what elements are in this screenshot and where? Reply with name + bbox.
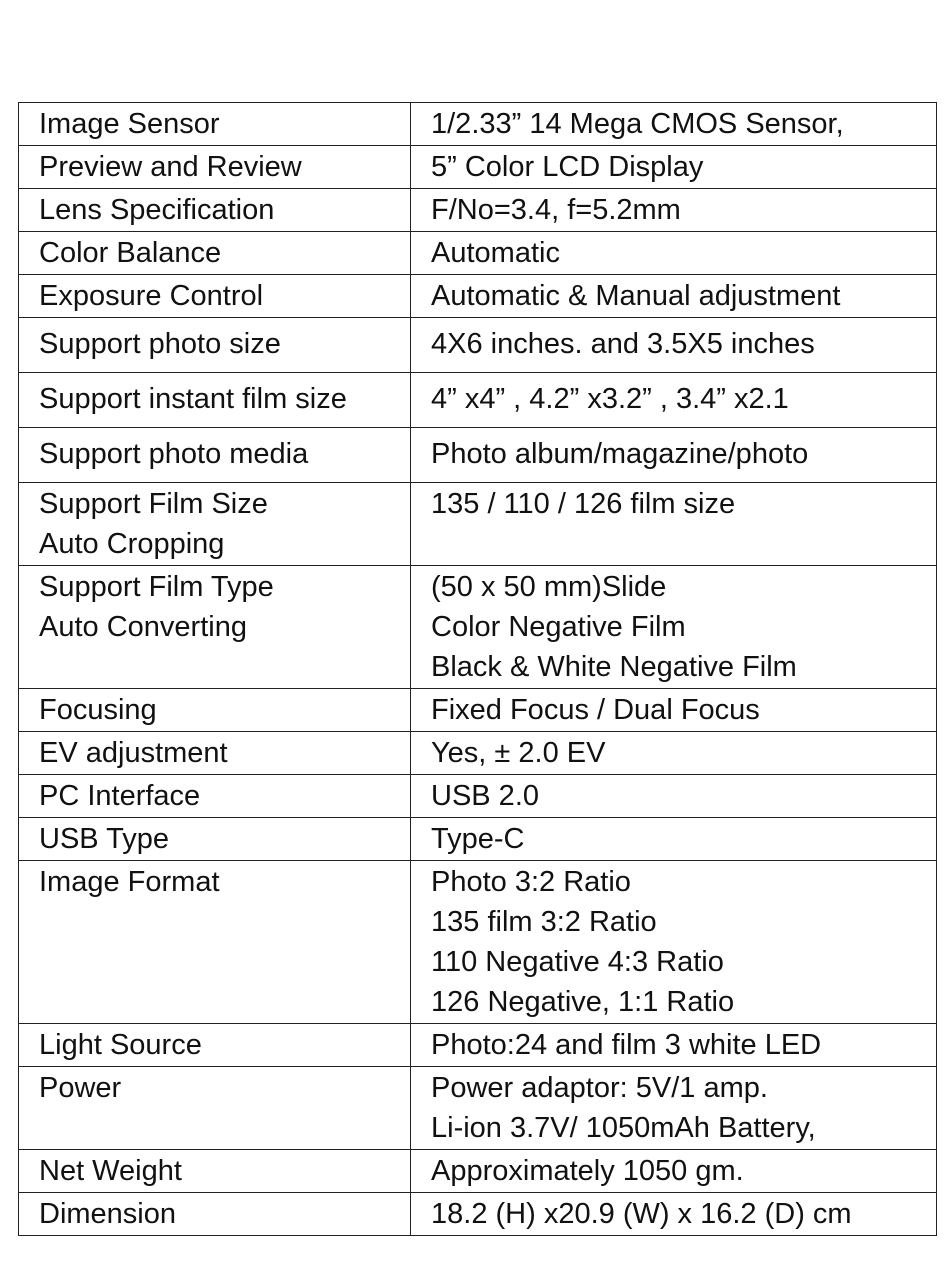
spec-row — [19, 1067, 937, 1150]
spec-value: Power adaptor: 5V/1 amp. — [431, 1072, 768, 1104]
spec-label-cell — [19, 861, 411, 1024]
spec-value: 1/2.33” 14 Mega CMOS Sensor, — [431, 108, 844, 140]
spec-label-cell — [19, 103, 411, 146]
spec-value: Color Negative Film — [431, 611, 686, 643]
spec-label-cell — [19, 1150, 411, 1193]
spec-value: Approximately 1050 gm. — [431, 1155, 744, 1187]
spec-table-body — [19, 103, 937, 1236]
spec-label: Support photo size — [39, 328, 281, 360]
spec-label-cell — [19, 1193, 411, 1236]
spec-value: Type-C — [431, 823, 525, 855]
spec-label-cell — [19, 818, 411, 861]
spec-value-cell — [411, 428, 937, 483]
spec-value-cell — [411, 861, 937, 1024]
spec-value-cell — [411, 1150, 937, 1193]
spec-value: Automatic & Manual adjustment — [431, 280, 841, 312]
spec-row — [19, 689, 937, 732]
spec-value-cell — [411, 732, 937, 775]
spec-row — [19, 483, 937, 566]
spec-label-cell — [19, 189, 411, 232]
spec-label-cell — [19, 732, 411, 775]
spec-value: Yes, ± 2.0 EV — [431, 737, 606, 769]
spec-label: Auto Converting — [39, 611, 247, 643]
spec-row — [19, 1024, 937, 1067]
spec-row — [19, 318, 937, 373]
spec-label: EV adjustment — [39, 737, 228, 769]
spec-value: USB 2.0 — [431, 780, 539, 812]
spec-value-cell — [411, 818, 937, 861]
spec-label: Power — [39, 1072, 122, 1104]
spec-value: 110 Negative 4:3 Ratio — [431, 946, 724, 978]
spec-label: Dimension — [39, 1198, 176, 1230]
spec-value: Fixed Focus / Dual Focus — [431, 694, 760, 726]
spec-label: Image Format — [39, 866, 220, 898]
spec-value-cell — [411, 483, 937, 566]
spec-value: 126 Negative, 1:1 Ratio — [431, 986, 735, 1018]
spec-label-cell — [19, 373, 411, 428]
spec-row — [19, 861, 937, 1024]
spec-label: Exposure Control — [39, 280, 264, 312]
spec-value: Photo album/magazine/photo — [431, 438, 809, 470]
spec-label-cell — [19, 689, 411, 732]
spec-label: USB Type — [39, 823, 170, 855]
spec-row — [19, 566, 937, 689]
spec-table — [18, 102, 937, 1236]
spec-row — [19, 1193, 937, 1236]
spec-label-cell — [19, 1024, 411, 1067]
spec-value-cell — [411, 689, 937, 732]
spec-label: Support instant film size — [39, 383, 347, 415]
spec-value-cell — [411, 566, 937, 689]
spec-value-cell — [411, 189, 937, 232]
spec-value-cell — [411, 1067, 937, 1150]
spec-value: 4” x4” , 4.2” x3.2” , 3.4” x2.1 — [431, 383, 789, 415]
spec-row — [19, 818, 937, 861]
spec-row — [19, 732, 937, 775]
spec-label: PC Interface — [39, 780, 201, 812]
spec-label: Preview and Review — [39, 151, 302, 183]
spec-row — [19, 189, 937, 232]
spec-label: Light Source — [39, 1029, 202, 1061]
spec-label-cell — [19, 232, 411, 275]
spec-label-cell — [19, 318, 411, 373]
spec-value-cell — [411, 373, 937, 428]
spec-value: F/No=3.4, f=5.2mm — [431, 194, 681, 226]
spec-label: Color Balance — [39, 237, 222, 269]
spec-row — [19, 1150, 937, 1193]
spec-label: Support Film Type — [39, 571, 274, 603]
spec-value: 18.2 (H) x20.9 (W) x 16.2 (D) cm — [431, 1198, 852, 1230]
spec-value-cell — [411, 318, 937, 373]
spec-value: Photo:24 and film 3 white LED — [431, 1029, 822, 1061]
spec-value: Photo 3:2 Ratio — [431, 866, 631, 898]
spec-row — [19, 103, 937, 146]
spec-label: Support photo media — [39, 438, 309, 470]
spec-label-cell — [19, 428, 411, 483]
spec-value-cell — [411, 232, 937, 275]
spec-label: Support Film Size — [39, 488, 268, 520]
spec-row — [19, 775, 937, 818]
spec-value: Li-ion 3.7V/ 1050mAh Battery, — [431, 1112, 816, 1144]
spec-value-cell — [411, 1193, 937, 1236]
spec-row — [19, 146, 937, 189]
spec-value: Black & White Negative Film — [431, 651, 797, 683]
spec-value: 135 film 3:2 Ratio — [431, 906, 657, 938]
spec-value: 135 / 110 / 126 film size — [431, 488, 736, 520]
spec-value-cell — [411, 775, 937, 818]
spec-label: Net Weight — [39, 1155, 182, 1187]
spec-value: (50 x 50 mm)Slide — [431, 571, 667, 603]
spec-value-cell — [411, 275, 937, 318]
spec-label-cell — [19, 146, 411, 189]
spec-value-cell — [411, 103, 937, 146]
spec-value: 5” Color LCD Display — [431, 151, 704, 183]
spec-label: Lens Specification — [39, 194, 275, 226]
spec-row — [19, 428, 937, 483]
spec-label-cell — [19, 775, 411, 818]
spec-value: 4X6 inches. and 3.5X5 inches — [431, 328, 815, 360]
spec-label: Focusing — [39, 694, 157, 726]
spec-label-cell — [19, 1067, 411, 1150]
spec-label-cell — [19, 483, 411, 566]
spec-row — [19, 232, 937, 275]
spec-value-cell — [411, 146, 937, 189]
spec-label: Image Sensor — [39, 108, 220, 140]
spec-label: Auto Cropping — [39, 528, 225, 560]
spec-value: Automatic — [431, 237, 560, 269]
spec-row — [19, 275, 937, 318]
spec-label-cell — [19, 566, 411, 689]
spec-value-cell — [411, 1024, 937, 1067]
spec-row — [19, 373, 937, 428]
spec-label-cell — [19, 275, 411, 318]
